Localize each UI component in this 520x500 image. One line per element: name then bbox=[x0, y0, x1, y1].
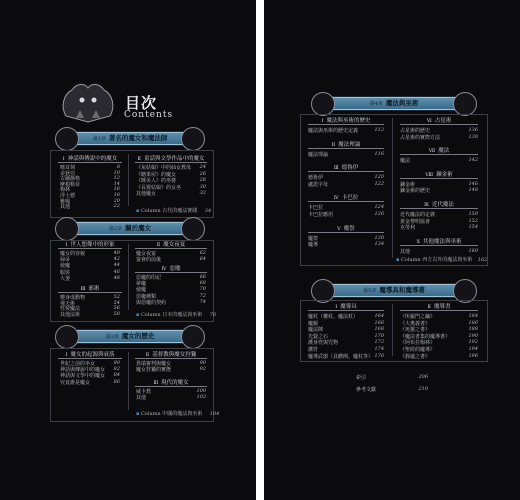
chapter-title: 魔女的歷史 bbox=[121, 332, 155, 340]
entry-page-number: 120 bbox=[374, 174, 384, 181]
section-heading: Ⅳ 卡巴拉 bbox=[333, 195, 359, 202]
toc-entry[interactable] bbox=[60, 275, 120, 282]
divider bbox=[135, 358, 207, 359]
page-title: 目次 bbox=[125, 94, 158, 112]
entry-title: 魔導武器（具體例、魔杖等） bbox=[308, 353, 374, 360]
entry-title: 黃金黎明協會 bbox=[400, 218, 431, 225]
toc-entry[interactable] bbox=[400, 353, 478, 360]
toc-entry[interactable] bbox=[400, 224, 478, 231]
toc-entry[interactable] bbox=[308, 353, 384, 360]
chapter-number: 第5章 bbox=[363, 288, 377, 294]
section-heading: Ⅴ 魔祭 bbox=[337, 225, 355, 232]
entry-page-number: 170 bbox=[374, 332, 384, 339]
entry-title: 雅嘎 bbox=[60, 198, 71, 205]
divider bbox=[308, 232, 384, 233]
entry-title: 魔法理論 bbox=[308, 151, 329, 158]
entry-title: 《所羅門之鑰》 bbox=[400, 314, 436, 320]
entry-page-number: 172 bbox=[374, 339, 384, 346]
toc-entry[interactable] bbox=[400, 157, 478, 164]
toc-entry[interactable] bbox=[136, 190, 206, 197]
divider bbox=[135, 162, 207, 163]
entry-page-number: 52 bbox=[113, 294, 120, 300]
chapter-title: 著名的魔女和魔法師 bbox=[108, 134, 168, 142]
entry-page-number: 54 bbox=[113, 299, 120, 306]
divider bbox=[58, 358, 122, 359]
entry-page-number: 142 bbox=[468, 157, 478, 164]
entry-page-number: 22 bbox=[113, 203, 120, 210]
divider bbox=[400, 310, 478, 311]
entry-title: 掃帚 bbox=[60, 257, 71, 264]
entry-title: 《死靈之書》 bbox=[400, 327, 431, 334]
toc-entry[interactable] bbox=[308, 127, 384, 134]
entry-title: 魔祭 bbox=[308, 235, 319, 242]
entry-page-number: 116 bbox=[374, 150, 384, 157]
divider bbox=[58, 162, 122, 163]
entry-page-number: 152 bbox=[468, 217, 478, 224]
divider bbox=[308, 201, 384, 202]
column-divider bbox=[128, 154, 129, 206]
entry-page-number: 10 bbox=[113, 169, 120, 176]
entry-page-number: 130 bbox=[374, 234, 384, 241]
divider bbox=[400, 178, 478, 179]
entry-title: 飛天術 bbox=[60, 300, 76, 307]
entry-title: 護身符與咒物 bbox=[308, 340, 339, 347]
section-heading: Ⅱ 魔導書 bbox=[427, 304, 451, 310]
entry-title: 喀耳刻 bbox=[60, 165, 76, 171]
column-note: ▪ Column 日本的魔法與巫術 76 bbox=[136, 312, 217, 318]
entry-title: 卡巴拉 bbox=[308, 205, 324, 212]
entry-page-number: 190 bbox=[468, 332, 478, 339]
entry-page-number: 166 bbox=[374, 319, 384, 326]
entry-title: 占星術的實際方法 bbox=[400, 134, 441, 141]
entry-title: 德魯伊 bbox=[308, 175, 324, 182]
entry-title: 服裝 bbox=[60, 269, 71, 276]
section-heading: Ⅰ 世人想像中的形象 bbox=[65, 242, 115, 248]
toc-entry[interactable] bbox=[136, 366, 206, 373]
toc-entry[interactable] bbox=[308, 211, 384, 218]
entry-title: 盧恩字母 bbox=[308, 181, 329, 188]
entry-page-number: 168 bbox=[374, 326, 384, 333]
entry-page-number: 206 bbox=[418, 374, 428, 380]
entry-title: 其他 bbox=[136, 395, 147, 402]
chapter-title: 關於魔女 bbox=[125, 224, 152, 232]
entry-title: 《睡美人》的巫婆 bbox=[136, 178, 177, 185]
entry-page-number: 46 bbox=[113, 268, 120, 275]
entry-title: 大釜 bbox=[60, 275, 71, 282]
chapter-number: 第3章 bbox=[105, 334, 119, 340]
section-heading: Ⅰ 魔導具 bbox=[335, 304, 357, 310]
section-heading: Ⅶ 魔法 bbox=[428, 148, 450, 155]
entry-page-number: 82 bbox=[113, 366, 120, 373]
entry-page-number: 72 bbox=[199, 292, 206, 299]
section-heading: Ⅲ 現代的魔女 bbox=[153, 380, 189, 386]
entry-title: 魔鏡 bbox=[308, 320, 319, 327]
column-note: ▪ Column 古代的魔法實踐 34 bbox=[136, 208, 212, 214]
entry-title: 其他 bbox=[60, 204, 71, 211]
entry-title: 卡巴拉應用 bbox=[308, 212, 334, 218]
entry-page-number: 40 bbox=[113, 250, 120, 256]
toc-entry[interactable] bbox=[400, 134, 478, 141]
entry-page-number: 74 bbox=[199, 298, 206, 305]
toc-entry[interactable] bbox=[308, 181, 384, 188]
divider bbox=[308, 310, 384, 311]
entry-page-number: 24 bbox=[199, 164, 206, 170]
entry-page-number: 160 bbox=[468, 247, 478, 254]
entry-page-number: 20 bbox=[113, 197, 120, 204]
section-heading: Ⅰ 魔女的起源與衰落 bbox=[65, 352, 115, 358]
divider bbox=[400, 245, 478, 246]
entry-page-number: 14 bbox=[113, 180, 120, 187]
toc-entry[interactable] bbox=[308, 151, 384, 158]
entry-page-number: 92 bbox=[199, 366, 206, 373]
entry-title: 魔女夜宴 bbox=[136, 251, 157, 257]
toc-entry[interactable] bbox=[308, 241, 384, 248]
entry-title: 神話與文學中的魔女 bbox=[60, 373, 106, 380]
entry-page-number: 210 bbox=[418, 386, 428, 392]
entry-title: 古爾薇格 bbox=[60, 176, 81, 183]
section-heading: Ⅰ 魔法與巫術的歷史 bbox=[321, 118, 371, 124]
entry-title: 《魔法書集的魔導書》 bbox=[400, 333, 451, 340]
entry-title: 其他 bbox=[400, 248, 411, 255]
entry-page-number: 126 bbox=[374, 211, 384, 217]
entry-page-number: 18 bbox=[113, 192, 120, 198]
section-heading: Ⅸ 近代魔法 bbox=[424, 202, 454, 208]
entry-page-number: 66 bbox=[199, 274, 206, 280]
chapter-3-banner bbox=[74, 330, 186, 343]
section-heading: Ⅷ 鍊金術 bbox=[425, 171, 453, 178]
entry-title: 《長髮姑娘》的女巫 bbox=[136, 184, 182, 191]
gargoyle-ornament-icon bbox=[58, 76, 118, 128]
entry-page-number: 42 bbox=[113, 256, 120, 263]
entry-title: 美狄亞 bbox=[60, 170, 76, 177]
entry-page-number: 44 bbox=[113, 262, 120, 269]
chapter-title: 魔法與巫術 bbox=[385, 99, 419, 107]
entry-page-number: 8 bbox=[116, 164, 120, 170]
entry-page-number: 176 bbox=[374, 352, 384, 359]
entry-title: 惡魔種類 bbox=[136, 293, 157, 300]
chapter-5-banner bbox=[330, 284, 458, 297]
page-subtitle: Contents bbox=[124, 110, 174, 120]
toc-entry[interactable] bbox=[136, 394, 206, 401]
entry-title: 魔法 bbox=[400, 158, 411, 165]
entry-page-number: 100 bbox=[196, 388, 206, 394]
right-page bbox=[264, 0, 520, 500]
chapter-number: 第1章 bbox=[92, 136, 106, 142]
section-heading: Ⅱ 魔女夜宴 bbox=[156, 242, 186, 248]
section-heading: Ⅹ 其他魔法與巫術 bbox=[416, 238, 462, 245]
divider bbox=[308, 124, 384, 125]
divider bbox=[308, 171, 384, 172]
column-divider bbox=[392, 118, 393, 258]
left-page bbox=[0, 0, 256, 500]
entry-title: 異端審判與魔女 bbox=[136, 361, 172, 367]
entry-page-number: 148 bbox=[468, 187, 478, 194]
divider bbox=[58, 292, 122, 293]
entry-page-number: 80 bbox=[113, 360, 120, 366]
entry-page-number: 68 bbox=[199, 280, 206, 287]
entry-page-number: 70 bbox=[199, 286, 206, 293]
divider bbox=[308, 148, 384, 149]
entry-title: 占星術的歷史 bbox=[400, 128, 431, 134]
entry-title: 其他法術 bbox=[60, 311, 81, 318]
section-heading: Ⅱ 基督教與魔女狩獵 bbox=[145, 352, 197, 358]
divider bbox=[400, 208, 478, 209]
section-heading: Ⅲ 德魯伊 bbox=[333, 165, 359, 172]
entry-page-number: 122 bbox=[374, 180, 384, 187]
divider bbox=[135, 248, 207, 249]
entry-title: 威卡教 bbox=[136, 389, 152, 395]
entry-page-number: 84 bbox=[113, 372, 120, 379]
section-heading: Ⅱ 魔法理論 bbox=[331, 141, 361, 148]
entry-page-number: 58 bbox=[113, 310, 120, 317]
entry-title: 《灰姑娘》中的仙女教母 bbox=[136, 165, 192, 171]
entry-page-number: 184 bbox=[468, 313, 478, 319]
entry-page-number: 28 bbox=[199, 177, 206, 184]
section-heading: Ⅳ 惡魔 bbox=[161, 266, 181, 272]
entry-title: 使魔 bbox=[136, 287, 147, 294]
chapter-title: 魔導具和魔導書 bbox=[379, 286, 425, 294]
entry-title: 克勞利 bbox=[400, 225, 416, 232]
entry-page-number: 174 bbox=[374, 346, 384, 352]
entry-title: 其他魔女 bbox=[136, 191, 157, 198]
entry-title: 近代魔法的定義 bbox=[400, 212, 436, 218]
divider bbox=[400, 124, 478, 125]
entry-page-number: 136 bbox=[468, 127, 478, 133]
column-note: ▪ Column 中國的魔法與巫術 104 bbox=[136, 411, 220, 417]
entry-page-number: 90 bbox=[199, 360, 206, 366]
entry-title: 《聖經的魔導》 bbox=[400, 347, 436, 353]
entry-page-number: 138 bbox=[468, 133, 478, 140]
entry-title: 《糖果屋》的魔女 bbox=[136, 171, 177, 178]
entry-page-number: 124 bbox=[374, 204, 384, 211]
toc-entry[interactable] bbox=[136, 256, 206, 263]
entry-title: 變身成動物 bbox=[60, 295, 86, 301]
entry-page-number: 194 bbox=[468, 346, 478, 352]
toc-entry[interactable] bbox=[60, 311, 120, 318]
entry-title: 惡魔的印記 bbox=[136, 275, 162, 281]
toc-entry[interactable] bbox=[400, 248, 478, 255]
entry-page-number: 12 bbox=[113, 175, 120, 182]
section-heading: Ⅵ 占星術 bbox=[426, 118, 452, 124]
column-icon: ▪ bbox=[396, 257, 400, 263]
divider bbox=[400, 154, 478, 155]
toc-entry[interactable] bbox=[356, 386, 428, 393]
section-heading: Ⅰ 神話與傳說中的魔女 bbox=[62, 156, 118, 162]
entry-page-number: 62 bbox=[199, 250, 206, 256]
entry-page-number: 150 bbox=[468, 211, 478, 217]
entry-title: 《靜謐之書》 bbox=[400, 353, 431, 360]
toc-entry[interactable] bbox=[136, 299, 206, 306]
entry-title: 浮士德 bbox=[60, 193, 76, 199]
entry-page-number: 196 bbox=[468, 352, 478, 359]
entry-title: 魔法與巫術的歷史定義 bbox=[308, 128, 359, 134]
entry-title: 護符 bbox=[308, 347, 319, 353]
entry-title: 魔杖（權杖、魔法杖） bbox=[308, 314, 359, 320]
section-heading: Ⅲ 邪術 bbox=[80, 286, 100, 292]
entry-title: 魔女的容貌 bbox=[60, 251, 86, 257]
entry-title: 參考文獻 bbox=[356, 387, 377, 393]
entry-title: 魔法陣 bbox=[308, 327, 324, 334]
entry-title: 摩根勒菲 bbox=[60, 181, 81, 188]
entry-page-number: 146 bbox=[468, 180, 478, 187]
entry-page-number: 64 bbox=[199, 256, 206, 263]
entry-title: 夢魔 bbox=[136, 281, 147, 288]
chapter-number: 第2章 bbox=[108, 226, 123, 232]
toc-entry[interactable] bbox=[60, 203, 120, 210]
toc-entry[interactable] bbox=[400, 187, 478, 194]
entry-title: 神話與傳說中的魔女 bbox=[60, 367, 106, 374]
divider bbox=[58, 248, 122, 249]
entry-page-number: 134 bbox=[374, 241, 384, 248]
chapter-1-banner bbox=[74, 132, 186, 145]
column-divider bbox=[128, 352, 129, 410]
entry-page-number: 26 bbox=[199, 170, 206, 177]
divider bbox=[135, 386, 207, 387]
entry-title: 宴會的前後 bbox=[136, 257, 162, 264]
entry-title: 與惡魔的契約 bbox=[136, 299, 167, 306]
entry-page-number: 86 bbox=[113, 378, 120, 385]
entry-title: 《大奧義書》 bbox=[400, 320, 431, 327]
entry-title: 索引 bbox=[356, 375, 367, 381]
contents-title-block bbox=[58, 76, 198, 128]
entry-page-number: 102 bbox=[196, 394, 206, 401]
entry-title: 《阿布拉梅林》 bbox=[400, 340, 436, 347]
divider bbox=[135, 272, 207, 273]
entry-title: 究竟誰是魔女 bbox=[60, 379, 91, 386]
entry-page-number: 56 bbox=[113, 305, 120, 312]
chapter-4-banner bbox=[330, 97, 458, 110]
entry-page-number: 30 bbox=[199, 183, 206, 190]
entry-page-number: 48 bbox=[113, 274, 120, 281]
entry-title: 使魔 bbox=[60, 263, 71, 270]
column-icon: ▪ bbox=[136, 208, 140, 214]
entry-page-number: 164 bbox=[374, 313, 384, 319]
toc-entry[interactable] bbox=[356, 374, 428, 381]
gutter bbox=[256, 0, 264, 500]
entry-page-number: 112 bbox=[374, 127, 384, 133]
column-icon: ▪ bbox=[136, 312, 140, 318]
entry-title: 梅林 bbox=[60, 187, 71, 194]
chapter-number: 第4章 bbox=[369, 101, 383, 107]
entry-title: 世紀之前的巫女 bbox=[60, 361, 96, 367]
column-icon: ▪ bbox=[136, 411, 140, 417]
chapter-2-banner bbox=[74, 222, 186, 235]
entry-title: 鍊金術的歷史 bbox=[400, 188, 431, 195]
entry-page-number: 192 bbox=[468, 339, 478, 346]
entry-title: 魔女狩獵的實態 bbox=[136, 367, 172, 374]
entry-page-number: 32 bbox=[199, 190, 206, 197]
entry-title: 鍊金術 bbox=[400, 181, 416, 188]
entry-page-number: 188 bbox=[468, 326, 478, 333]
toc-entry[interactable] bbox=[60, 379, 120, 386]
entry-page-number: 154 bbox=[468, 224, 478, 231]
column-divider bbox=[128, 244, 129, 310]
entry-page-number: 16 bbox=[113, 186, 120, 193]
entry-title: 魔導 bbox=[308, 242, 319, 249]
section-heading: Ⅱ 童話與文學作品中的魔女 bbox=[137, 156, 205, 162]
entry-title: 先賢之石 bbox=[308, 333, 329, 340]
column-note: ▪ Column 西方以外的魔法與巫術 162 bbox=[396, 257, 488, 263]
column-divider bbox=[392, 304, 393, 356]
entry-page-number: 186 bbox=[468, 319, 478, 326]
entry-title: 性愛魔法 bbox=[60, 306, 81, 313]
